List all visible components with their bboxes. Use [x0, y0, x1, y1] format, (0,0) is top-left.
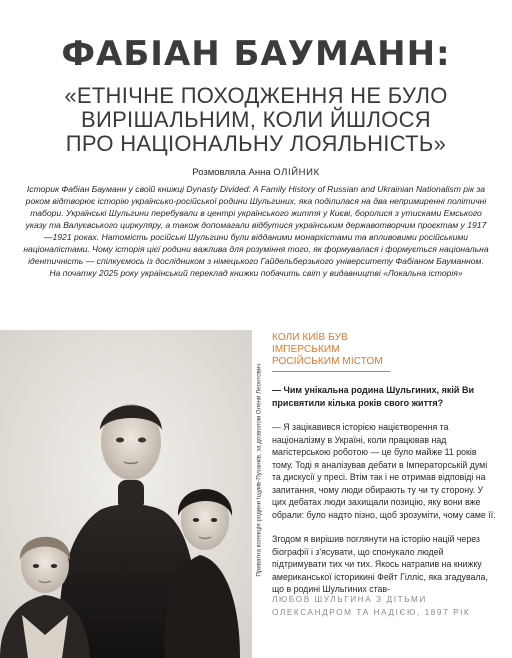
interview-question: — Чим унікальна родина Шульгиних, якій Ви присвятили кілька років свого життя?: [272, 385, 474, 408]
answer-paragraph-2: Згодом я вирішив поглянути на історію націй через біографії і з'ясувати, що спонукало людей підтримувати тих чи тих. Якось натрапив на книжку американської історикині Фейт Гілліс, яка згадувала, що в родині Шульгиних став-: [272, 534, 488, 594]
article-subheadline: [0, 84, 512, 156]
photo-credit-text: Приватна колекція родини Іщуків-Пузанків, за дозволом Олени Леонтович: [255, 363, 263, 577]
interview-column: [272, 332, 496, 596]
byline-prefix: Розмовляла Анна: [192, 167, 271, 178]
photo-caption: ЛЮБОВ ШУЛЬГИНА З ДІТЬМИ ОЛЕКСАНДРОМ ТА НАДІЄЮ, 1897 РІК: [272, 595, 471, 617]
byline: [0, 167, 512, 178]
subhead-line-3: ПРО НАЦІОНАЛЬНУ ЛОЯЛЬНІСТЬ»: [65, 131, 447, 156]
section-title: КОЛИ КИЇВ БУВ ІМПЕРСЬКИМ РОСІЙСЬКИМ МІСТОМ: [272, 332, 390, 372]
lead-paragraph: Історик Фабіан Бауманн у своїй книжці Dynasty Divided: A Family History of Russian and Ukrainian Nationalism рік за роком відтворює історію українсько-російської родини Шульгиних, яка поділилася на два непримиренні політичні табори. Українські Шульгини перебували в центрі українського життя у Києві, боролися з утисками Емського указу та Валуєвського циркуляру, а також допомагали відбутися українським державотворчим проєктам у 1917—1921 роках. Натомість російські Шульгини були відданими монархістами та впливовими російськими націоналістами. Чому історія цієї родини важлива для розуміння того, як формувалася і формується національна ідентичність — спілкуємось із дослідником з німецького Гайдельберзького університету Фабіаном Бауманном. На початку 2025 року український переклад книжки побачить світ у видавництві «Локальна історія»: [23, 184, 489, 278]
subhead-line-1: «ЕТНІЧНЕ ПОХОДЖЕННЯ НЕ БУЛО: [64, 83, 448, 108]
answer-paragraph-1: — Я зацікавився історією націєтворення та націоналізму в Україні, коли працював над магістерською роботою — це було майже 11 років тому. Тоді я аналізував дебати в Імператорській думі та дискусії у пресі. Втім так і не отримав відповіді на запитання, чому люди обирають ту чи ту сторону. У цих дебатах люди захищали позицію, яку вони вже обрали: було надто пізно, щоб зрозуміти, чому саме її.: [272, 422, 496, 520]
article-headline: ФАБІАН БАУМАНН:: [61, 34, 451, 74]
photo-credit: [252, 330, 266, 610]
byline-surname: ОЛІЙНИК: [273, 167, 320, 178]
subhead-line-2: ВИРІШАЛЬНИМ, КОЛИ ЙШЛОСЯ: [80, 107, 431, 132]
historical-family-photo: [0, 330, 252, 658]
